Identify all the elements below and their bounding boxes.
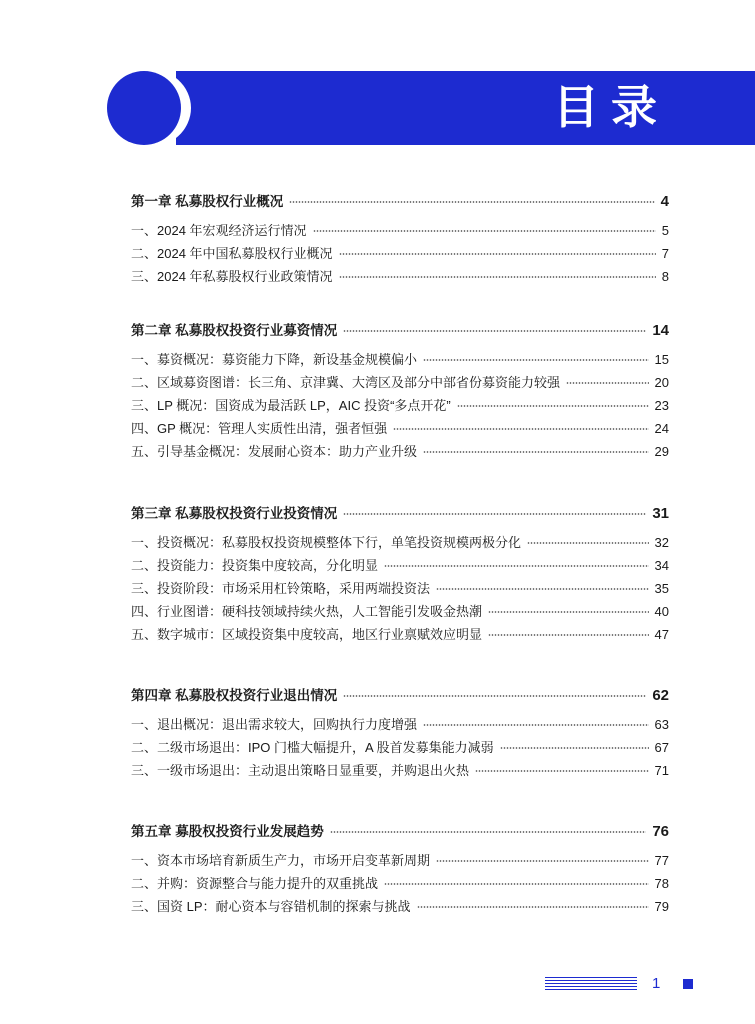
- leader-dots: [423, 724, 649, 726]
- toc-section[interactable]: [131, 245, 669, 263]
- toc-page: 32: [654, 535, 669, 550]
- leader-dots: [500, 747, 649, 749]
- toc-section[interactable]: [131, 739, 669, 757]
- toc-section[interactable]: [131, 875, 669, 893]
- toc-page: 35: [654, 581, 669, 596]
- toc-page: 71: [654, 763, 669, 778]
- toc-text: 第五章 募股权投资行业发展趋势: [131, 824, 324, 839]
- toc-text: 三、国资 LP：耐心资本与容错机制的探索与挑战: [131, 899, 411, 914]
- page-number: 1: [652, 975, 661, 992]
- title-banner: [176, 71, 755, 145]
- leader-dots: [423, 359, 649, 361]
- toc-text: 一、募资概况：募资能力下降，新设基金规模偏小: [131, 352, 418, 367]
- toc-section[interactable]: [131, 557, 669, 575]
- toc-page: 24: [654, 421, 669, 436]
- leader-dots: [423, 451, 649, 453]
- leader-dots: [343, 330, 646, 332]
- toc-text: 三、投资阶段：市场采用杠铃策略，采用两端投资法: [131, 581, 431, 596]
- toc-page: 40: [654, 604, 669, 619]
- toc-section[interactable]: [131, 580, 669, 598]
- toc-section[interactable]: [131, 716, 669, 734]
- toc-text: 三、LP 概况：国资成为最活跃 LP，AIC 投资“多点开花”: [131, 398, 451, 413]
- toc-section[interactable]: [131, 626, 669, 644]
- leader-dots: [343, 695, 646, 697]
- toc-chapter-2[interactable]: [131, 322, 669, 340]
- toc-page: 63: [654, 717, 669, 732]
- leader-dots: [566, 382, 649, 384]
- toc-section[interactable]: [131, 374, 669, 392]
- toc-section[interactable]: [131, 268, 669, 286]
- toc-chapter-5[interactable]: [131, 823, 669, 841]
- toc-page: 47: [654, 627, 669, 642]
- toc-text: 五、数字城市：区域投资集中度较高，地区行业禀赋效应明显: [131, 627, 483, 642]
- toc-section[interactable]: [131, 443, 669, 461]
- toc-page: 78: [654, 876, 669, 891]
- toc-text: 二、区域募资图谱：长三角、京津冀、大湾区及部分中部省份募资能力较强: [131, 375, 561, 390]
- toc-text: 一、退出概况：退出需求较大，回购执行力度增强: [131, 717, 418, 732]
- leader-dots: [384, 565, 649, 567]
- decorative-circle: [107, 71, 181, 145]
- toc-section[interactable]: [131, 351, 669, 369]
- toc-page: 7: [661, 246, 669, 261]
- toc-section[interactable]: [131, 603, 669, 621]
- toc-page: 20: [654, 375, 669, 390]
- toc-section[interactable]: [131, 222, 669, 240]
- leader-dots: [330, 831, 647, 833]
- leader-dots: [339, 253, 656, 255]
- leader-dots: [393, 428, 648, 430]
- leader-dots: [488, 634, 649, 636]
- toc-page: 14: [652, 322, 669, 339]
- toc-section[interactable]: [131, 397, 669, 415]
- toc-page: 29: [654, 444, 669, 459]
- toc-text: 二、2024 年中国私募股权行业概况: [131, 246, 333, 261]
- toc-page: 79: [654, 899, 669, 914]
- leader-dots: [417, 906, 649, 908]
- leader-dots: [457, 405, 649, 407]
- toc-text: 二、投资能力：投资集中度较高，分化明显: [131, 558, 379, 573]
- leader-dots: [488, 611, 649, 613]
- toc-page: 31: [652, 505, 669, 522]
- leader-dots: [436, 860, 649, 862]
- toc-section[interactable]: [131, 898, 669, 916]
- footer-square-icon: [683, 979, 693, 989]
- leader-dots: [475, 770, 649, 772]
- toc-text: 一、资本市场培育新质生产力，市场开启变革新周期: [131, 853, 431, 868]
- toc-text: 三、2024 年私募股权行业政策情况: [131, 269, 333, 284]
- toc-text: 一、2024 年宏观经济运行情况: [131, 223, 307, 238]
- toc-text: 第一章 私募股权行业概况: [131, 194, 284, 209]
- toc-text: 四、行业图谱：硬科技领域持续火热，人工智能引发吸金热潮: [131, 604, 483, 619]
- toc-section[interactable]: [131, 534, 669, 552]
- leader-dots: [384, 883, 649, 885]
- toc-chapter-1[interactable]: [131, 193, 669, 211]
- toc-text: 四、GP 概况：管理人实质性出清，强者恒强: [131, 421, 388, 436]
- leader-dots: [339, 276, 656, 278]
- toc-text: 五、引导基金概况：发展耐心资本：助力产业升级: [131, 444, 418, 459]
- toc-text: 二、二级市场退出：IPO 门槛大幅提升，A 股首发募集能力减弱: [131, 740, 494, 755]
- toc-page: 8: [661, 269, 669, 284]
- toc-page: 62: [652, 687, 669, 704]
- toc-page: 76: [652, 823, 669, 840]
- toc-section[interactable]: [131, 762, 669, 780]
- toc-text: 第四章 私募股权投资行业退出情况: [131, 688, 338, 703]
- toc-page: 34: [654, 558, 669, 573]
- toc-text: 三、一级市场退出：主动退出策略日显重要，并购退出火热: [131, 763, 470, 778]
- page-title: 目录: [553, 81, 669, 133]
- toc-chapter-4[interactable]: [131, 687, 669, 705]
- toc-text: 第二章 私募股权投资行业募资情况: [131, 323, 338, 338]
- leader-dots: [343, 513, 646, 515]
- toc-page: 23: [654, 398, 669, 413]
- toc-text: 一、投资概况：私募股权投资规模整体下行，单笔投资规模两极分化: [131, 535, 522, 550]
- leader-dots: [313, 230, 656, 232]
- toc-section[interactable]: [131, 852, 669, 870]
- toc-page: 4: [660, 193, 669, 210]
- toc-text: 二、并购：资源整合与能力提升的双重挑战: [131, 876, 379, 891]
- toc-text: 第三章 私募股权投资行业投资情况: [131, 506, 338, 521]
- toc-page: 67: [654, 740, 669, 755]
- leader-dots: [289, 201, 654, 203]
- toc-section[interactable]: [131, 420, 669, 438]
- leader-dots: [436, 588, 649, 590]
- toc-page: 15: [654, 352, 669, 367]
- leader-dots: [527, 542, 649, 544]
- toc-chapter-3[interactable]: [131, 505, 669, 523]
- toc-page: 5: [661, 223, 669, 238]
- footer-decorative-lines: [545, 977, 637, 991]
- toc-page: 77: [654, 853, 669, 868]
